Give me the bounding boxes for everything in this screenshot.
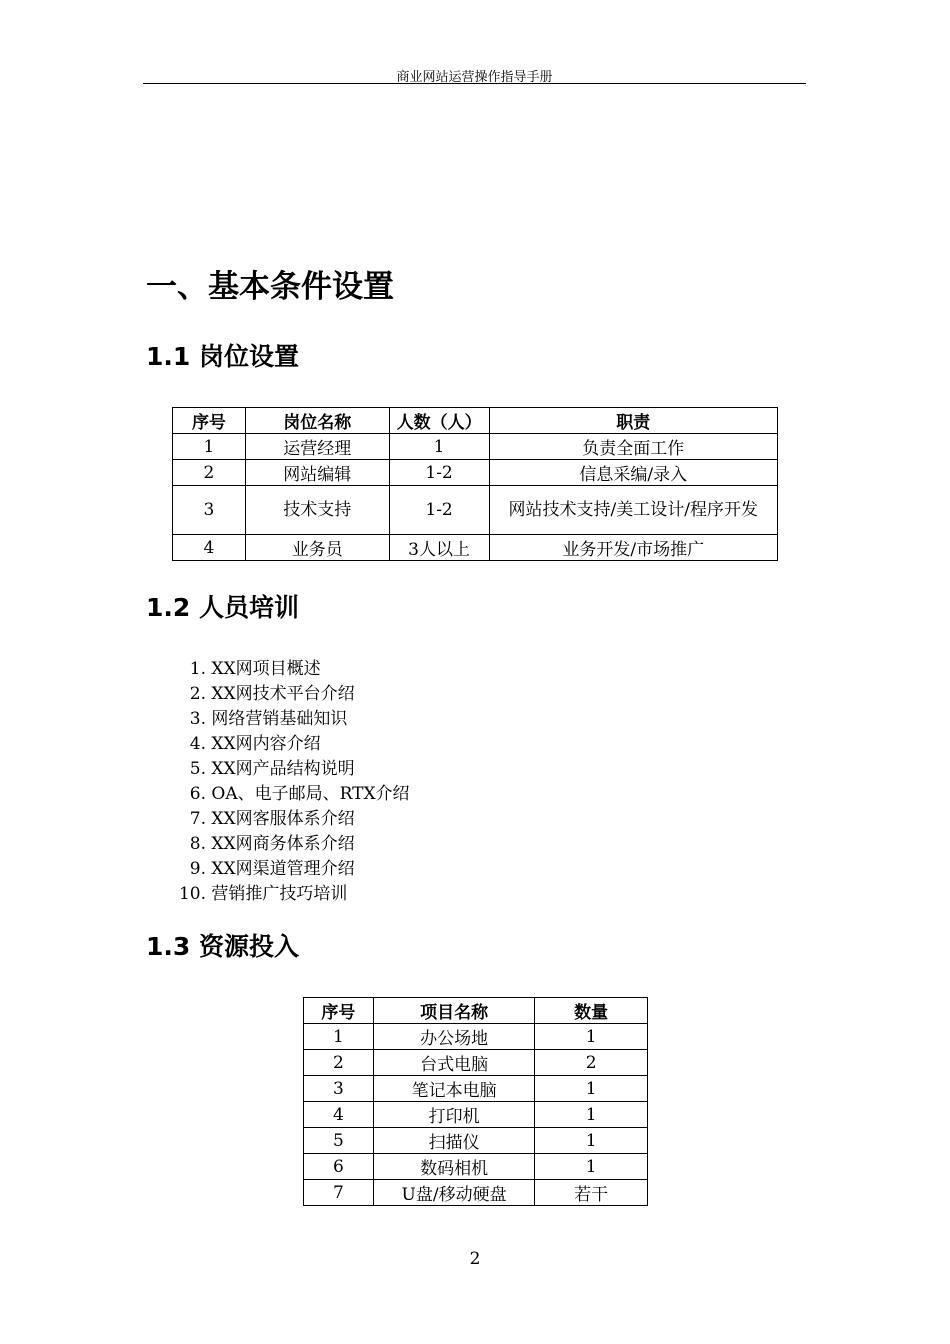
training-list [170,657,410,907]
page-number: 2 [469,1249,481,1269]
table-cell: 网站编辑 [245,460,389,486]
table-cell: U盘/移动硬盘 [373,1180,535,1206]
list-item-text: XX网商务体系介绍 [211,834,355,854]
list-item-number: 2. [189,684,206,704]
list-item-number: 7. [189,809,206,829]
table-row [173,460,778,486]
list-item [170,732,410,757]
table-cell: 业务员 [245,535,389,561]
table-row [304,1128,648,1154]
table-cell: 若干 [535,1180,648,1206]
table-cell: 1-2 [389,460,489,486]
table-header-row [304,998,648,1024]
table-cell: 网站技术支持/美工设计/程序开发 [489,486,777,535]
table-cell: 1 [535,1024,648,1050]
table-cell: 业务开发/市场推广 [489,535,777,561]
table-cell: 办公场地 [373,1024,535,1050]
page-header: 商业网站运营操作指导手册 [396,70,553,85]
list-item-number: 3. [189,709,206,729]
column-header: 数量 [535,998,648,1024]
column-header: 序号 [304,998,374,1024]
list-item-text: XX网技术平台介绍 [211,684,355,704]
table-cell: 信息采编/录入 [489,460,777,486]
list-item-text: XX网内容介绍 [211,734,321,754]
table-cell: 数码相机 [373,1154,535,1180]
list-item-number: 1. [189,659,206,679]
list-item-number: 5. [189,759,206,779]
list-item [170,857,410,882]
list-item [170,882,410,907]
table-cell: 扫描仪 [373,1128,535,1154]
table-cell: 台式电脑 [373,1050,535,1076]
table-cell: 2 [173,460,246,486]
table-cell: 6 [304,1154,374,1180]
table-cell: 1 [535,1128,648,1154]
table-cell: 技术支持 [245,486,389,535]
table-cell: 3人以上 [389,535,489,561]
table-cell: 1-2 [389,486,489,535]
table-cell: 1 [173,434,246,460]
table-cell: 3 [173,486,246,535]
table-row [173,434,778,460]
table-cell: 1 [304,1024,374,1050]
list-item-text: 网络营销基础知识 [211,709,348,729]
list-item [170,757,410,782]
chapter-title: 一、基本条件设置 [146,269,394,305]
table-cell: 4 [173,535,246,561]
list-item [170,657,410,682]
header-rule [143,83,806,84]
list-item-text: XX网产品结构说明 [211,759,355,779]
list-item-number: 8. [189,834,206,854]
section-1-title: 1.1 岗位设置 [146,342,299,371]
table-cell: 3 [304,1076,374,1102]
list-item-number: 6. [189,784,206,804]
list-item-number: 10. [178,884,206,904]
list-item-text: XX网渠道管理介绍 [211,859,355,879]
column-header: 人数（人） [389,408,489,434]
table-row [173,486,778,535]
table-cell: 1 [389,434,489,460]
table-cell: 5 [304,1128,374,1154]
list-item [170,807,410,832]
table-cell: 1 [535,1076,648,1102]
section-3-title: 1.3 资源投入 [146,932,299,961]
column-header: 序号 [173,408,246,434]
list-item-number: 4. [189,734,206,754]
table-row [304,1154,648,1180]
table-cell: 7 [304,1180,374,1206]
list-item-number: 9. [189,859,206,879]
list-item-text: XX网客服体系介绍 [211,809,355,829]
table-row [304,1024,648,1050]
column-header: 岗位名称 [245,408,389,434]
table-cell: 1 [535,1154,648,1180]
resources-table [303,997,648,1206]
positions-table [172,407,778,561]
list-item [170,782,410,807]
table-row [304,1102,648,1128]
table-cell: 负责全面工作 [489,434,777,460]
list-item [170,832,410,857]
table-row [304,1180,648,1206]
list-item-text: XX网项目概述 [211,659,321,679]
table-row [304,1050,648,1076]
table-cell: 1 [535,1102,648,1128]
table-cell: 2 [304,1050,374,1076]
table-cell: 2 [535,1050,648,1076]
table-cell: 笔记本电脑 [373,1076,535,1102]
column-header: 项目名称 [373,998,535,1024]
list-item [170,707,410,732]
table-cell: 运营经理 [245,434,389,460]
list-item-text: OA、电子邮局、RTX介绍 [211,784,410,804]
list-item [170,682,410,707]
table-row [304,1076,648,1102]
table-header-row [173,408,778,434]
section-2-title: 1.2 人员培训 [146,593,299,622]
list-item-text: 营销推广技巧培训 [211,884,348,904]
table-cell: 打印机 [373,1102,535,1128]
table-row [173,535,778,561]
column-header: 职责 [489,408,777,434]
table-cell: 4 [304,1102,374,1128]
